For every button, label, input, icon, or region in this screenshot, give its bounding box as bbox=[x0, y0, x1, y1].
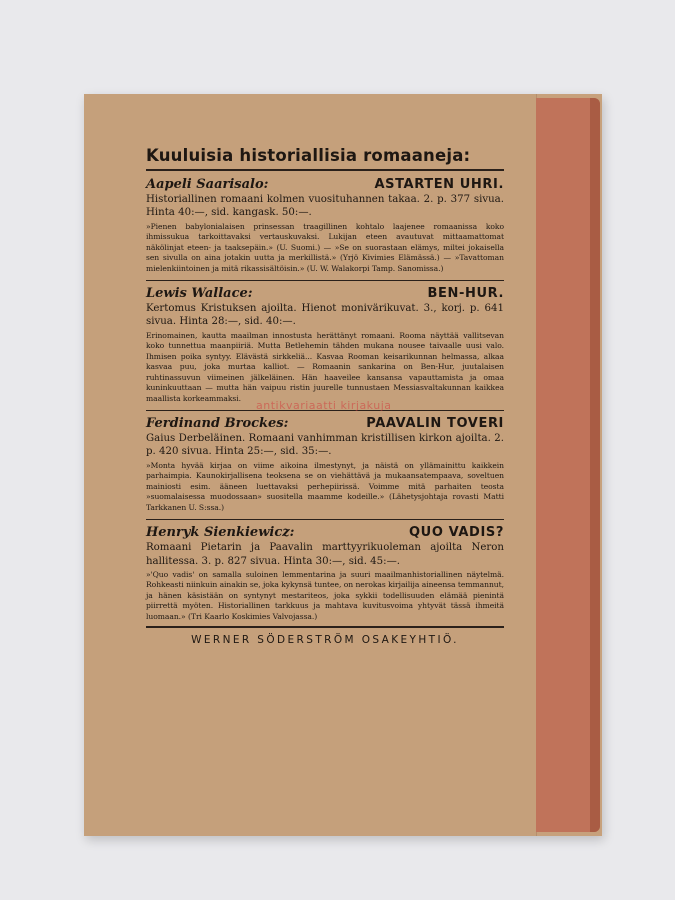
entry-author: Aapeli Saarisalo: bbox=[146, 177, 269, 192]
entry-review-quote: »'Quo vadis' on samalla suloinen lemmentarina ja suuri maailmanhistoriallinen näytelmä. Rohkeasti niinkuin ainakin se, joka kykynsä tuntee, on nerokas kirjailija aineensa temmannut, ja hänen käsistään on syntynyt mestariteos, joka sykkii todellisuuden elämää pienintä piirrettä myöten. Historiallinen tarkkuus ja mahtava kuvitusvoima yhtyvät tässä ihmeitä luomaan.» (Tri Kaarlo Koskimies Valvojassa.) bbox=[146, 569, 504, 621]
entry-author: Lewis Wallace: bbox=[146, 286, 253, 302]
entry-book-title: PAAVALIN TOVERI bbox=[366, 416, 504, 432]
cover-heading: Kuuluisia historiallisia romaaneja: bbox=[146, 146, 504, 171]
entry-title-line bbox=[146, 416, 504, 431]
entry-description: Romaani Pietarin ja Paavalin marttyyrikuoleman ajoilta Neron hallitessa. 3. p. 827 sivua. Hinta 30:—, sid. 45:—. bbox=[146, 542, 504, 567]
entry-title-line bbox=[146, 177, 504, 192]
book-entry-ben-hur bbox=[146, 280, 504, 404]
entry-book-title: BEN-HUR. bbox=[427, 286, 504, 302]
spine-edge bbox=[590, 98, 600, 832]
book-entry-quo-vadis bbox=[146, 519, 504, 622]
entry-description: Historiallinen romaani kolmen vuosituhannen takaa. 2. p. 377 sivua. Hinta 40:—, sid. kangask. 50:—. bbox=[146, 194, 504, 219]
entry-description: Kertomus Kristuksen ajoilta. Hienot monivärikuvat. 3., korj. p. 641 sivua. Hinta 28:—, sid. 40:—. bbox=[146, 303, 504, 328]
cover-panel bbox=[84, 94, 537, 836]
entry-author: Ferdinand Brockes: bbox=[146, 416, 289, 432]
book-entry-paavalin-toveri bbox=[146, 410, 504, 513]
entry-review-quote: »Pienen babylonialaisen prinsessan traagillinen kohtalo laajenee romaanissa koko ihmissukua tarkoittavaksi vertauskuvaksi. Lukijan eteen avautuvat mittaamattomat näkölinjat eteen- ja taaksepäin.» (U. Suomi.) — »Se on suorastaan elämys, miltei jokaisella sen sivulla on aina jotakin uutta ja merkillistä.» (Yrjö Kivimies Elämässä.) — »Tavattoman mielenkiintoinen ja mitä rikassisältöisin.» (U. W. Walakorpi Tamp. Sanomissa.) bbox=[146, 221, 504, 273]
entry-title-line bbox=[146, 286, 504, 301]
publisher-name: WERNER SÖDERSTRÖM OSAKEYHTIÖ. bbox=[146, 626, 504, 646]
cover-text-block bbox=[146, 146, 504, 646]
book-entry-astarten-uhri bbox=[146, 177, 504, 274]
entry-book-title: ASTARTEN UHRI. bbox=[374, 177, 504, 192]
entry-review-quote: »Monta hyvää kirjaa on viime aikoina ilmestynyt, ja näistä on yllämainittu kaikkein parhaimpia. Kaunokirjallisena teoksena se on viehättävä ja mukaansatempaava, soveltuen mainiosti esim. ääneen luettavaksi perhepiirissä. Voimme mitä parhaiten teosta »suomalaisessa muodossaan» suositella maamme kodeille.» (Lähetysjohtaja rovasti Matti Tarkkanen U. S:ssa.) bbox=[146, 460, 504, 512]
book-back-cover bbox=[84, 94, 602, 836]
book-spine bbox=[536, 98, 600, 832]
entry-book-title: QUO VADIS? bbox=[409, 525, 504, 541]
entry-review-quote: Erinomainen, kautta maailman innostusta herättänyt romaani. Rooma näyttää vallitsevan koko tunnettua maanpiiriä. Mutta Betlehemin tähden mukana nousee taivaalle uusi valo. Ihmisen poika syntyy. Elävästä sirkkeliä... Kasvaa Rooman keisarikunnan helmassa, alkaa kasvaa puu, joka murtaa kalliot. — Romaanin sankarina on Ben-Hur, juutalaisen ruhtinassuvun viimeinen jälkeläinen. Hän haaveilee kansansa vapauttamista ja omaa kuninkuuttaan — mutta hän vaipuu ristin juurelle tunnustaen Messiasvaltakunnan kaikkea maallista korkeammaksi. bbox=[146, 330, 504, 403]
entry-author: Henryk Sienkiewicz: bbox=[146, 525, 295, 541]
watermark-text: antikvariaatti kirjakuja bbox=[256, 399, 392, 412]
entry-description: Gaius Derbeläinen. Romaani vanhimman kristillisen kirkon ajoilta. 2. p. 420 sivua. Hinta 25:—, sid. 35:—. bbox=[146, 433, 504, 458]
entry-title-line bbox=[146, 525, 504, 540]
